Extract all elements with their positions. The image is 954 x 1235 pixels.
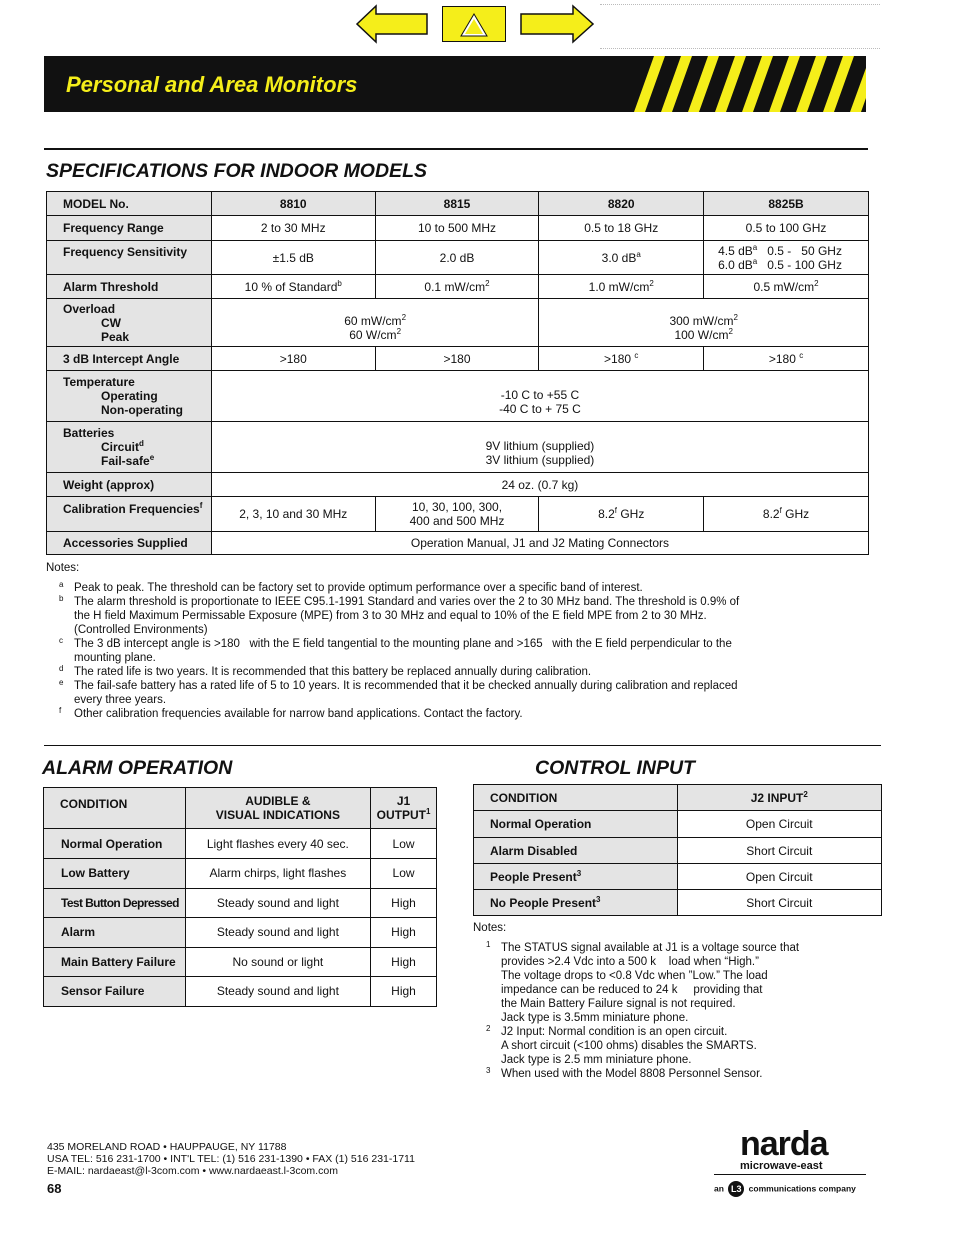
control-input-title: CONTROL INPUT bbox=[535, 757, 695, 779]
cell-text: 0.5 mW/cm bbox=[753, 279, 815, 294]
cell: Open Circuit bbox=[677, 864, 881, 890]
row-label: 3 dB Intercept Angle bbox=[47, 347, 212, 371]
row-label bbox=[474, 890, 678, 916]
header-text: J1 bbox=[396, 794, 411, 808]
logo-rule bbox=[714, 1174, 866, 1175]
cell bbox=[375, 497, 539, 532]
notes-title: Notes: bbox=[473, 922, 507, 934]
intercept-row bbox=[47, 347, 869, 371]
notes-title: Notes: bbox=[46, 562, 80, 574]
footnote-mark: 3 bbox=[486, 1066, 491, 1075]
cell-text: >180 bbox=[604, 351, 632, 366]
row-label bbox=[47, 299, 212, 347]
cell: High bbox=[371, 947, 437, 977]
footnote-mark: 2 bbox=[486, 1024, 491, 1033]
section-banner bbox=[44, 56, 866, 112]
note-line: Jack type is 3.5mm miniature phone. bbox=[501, 1012, 689, 1024]
cell: 24 oz. (0.7 kg) bbox=[211, 473, 868, 497]
table-row bbox=[474, 890, 882, 916]
cell bbox=[539, 275, 704, 299]
cell: 0.5 to 100 GHz bbox=[704, 216, 869, 241]
table-row bbox=[474, 811, 882, 838]
next-arrow-icon[interactable] bbox=[520, 4, 594, 44]
cell: Short Circuit bbox=[677, 838, 881, 864]
note-item bbox=[59, 706, 846, 721]
footnote-mark: 1 bbox=[486, 940, 491, 949]
note-line: Other calibration frequencies available for narrow band applications. Contact the factory. bbox=[74, 708, 523, 720]
logo-tagline bbox=[714, 1181, 856, 1197]
cell: 2, 3, 10 and 30 MHz bbox=[211, 497, 375, 532]
cell: Steady sound and light bbox=[185, 918, 370, 948]
model-8815: 8815 bbox=[375, 192, 539, 216]
footnote-mark: a bbox=[59, 580, 64, 589]
address-line: 435 MORELAND ROAD • HAUPPAUGE, NY 11788 bbox=[47, 1141, 287, 1153]
cell-text: 9V lithium (supplied) bbox=[485, 439, 595, 453]
footnote-mark: 2 bbox=[396, 326, 402, 336]
top-dotted-rule bbox=[600, 4, 880, 5]
cell bbox=[704, 497, 869, 532]
email-line: E-MAIL: nardaeast@l-3com.com • www.nardaeast.l-3com.com bbox=[47, 1165, 338, 1177]
header-text: OUTPUT bbox=[376, 808, 426, 822]
cell-text: 0.5 - 50 GHz bbox=[767, 243, 842, 258]
specs-rule bbox=[44, 148, 868, 150]
alarm-op-title: ALARM OPERATION bbox=[42, 757, 233, 779]
cell bbox=[704, 241, 869, 275]
table-row bbox=[44, 947, 437, 977]
note-line: Peak to peak. The threshold can be factory set to provide optimum performance over a specific band of interest. bbox=[74, 582, 643, 594]
note-line: mounting plane. bbox=[74, 652, 156, 664]
row-label: Frequency Range bbox=[47, 216, 212, 241]
overload-label: Overload bbox=[63, 301, 116, 316]
l3-badge: L3 bbox=[728, 1181, 744, 1197]
cell-text: 3.0 dB bbox=[601, 250, 637, 265]
spec-notes bbox=[46, 561, 846, 721]
cell bbox=[211, 299, 538, 347]
note-line: When used with the Model 8808 Personnel Sensor. bbox=[501, 1068, 763, 1080]
footnote-mark: d bbox=[139, 439, 144, 448]
cell-text: 60 W/cm bbox=[349, 327, 397, 342]
note-item bbox=[486, 940, 873, 1025]
prev-arrow-icon[interactable] bbox=[356, 4, 428, 44]
note-line: The alarm threshold is proportionate to IEEE C95.1-1991 Standard and varies over the 2 to 30 MHz band. The threshold is 0.9% of bbox=[74, 596, 740, 608]
header-text: VISUAL INDICATIONS bbox=[215, 808, 340, 822]
cell: Alarm chirps, light flashes bbox=[185, 859, 370, 889]
cell-text: 0.5 - 100 GHz bbox=[767, 257, 842, 272]
freq-range-row bbox=[47, 216, 869, 241]
row-label: Frequency Sensitivity bbox=[47, 241, 212, 275]
table-row bbox=[474, 864, 882, 890]
footnote-mark: a bbox=[752, 242, 758, 252]
note-line: The rated life is two years. It is recommended that this battery be replaced annually during calibration. bbox=[74, 666, 592, 678]
lower-rule bbox=[44, 745, 881, 746]
batt-label: Batteries bbox=[63, 426, 115, 440]
header-text: J2 INPUT bbox=[750, 790, 804, 805]
note-item bbox=[486, 1024, 873, 1067]
alarm-op-table bbox=[43, 787, 437, 1007]
cell: No sound or light bbox=[185, 947, 370, 977]
footnote-mark: c bbox=[799, 350, 804, 360]
cell: Low bbox=[371, 829, 437, 859]
cell-text: 10, 30, 100, 300, bbox=[411, 500, 503, 514]
cell-text: 6.0 dB bbox=[718, 257, 753, 272]
cell bbox=[375, 275, 539, 299]
cell-text: -10 C to +55 C bbox=[500, 388, 580, 402]
phone-line: USA TEL: 516 231-1700 • INT'L TEL: (1) 516 231-1390 • FAX (1) 516 231-1711 bbox=[47, 1153, 415, 1165]
logo-name: narda bbox=[740, 1125, 828, 1163]
note-item bbox=[486, 1066, 873, 1081]
narda-logo bbox=[712, 1125, 866, 1198]
table-row bbox=[44, 918, 437, 948]
note-item bbox=[59, 594, 846, 637]
row-label: Sensor Failure bbox=[44, 977, 186, 1007]
cell: 2 to 30 MHz bbox=[211, 216, 375, 241]
calibration-row bbox=[47, 497, 869, 532]
cell: High bbox=[371, 888, 437, 918]
cell bbox=[539, 347, 704, 371]
row-label: Normal Operation bbox=[474, 811, 678, 838]
footnote-mark: b bbox=[59, 594, 64, 603]
row-label: Alarm Threshold bbox=[47, 275, 212, 299]
page-number: 68 bbox=[47, 1181, 62, 1196]
cell bbox=[704, 275, 869, 299]
cell-text: 10 % of Standard bbox=[244, 279, 338, 294]
footnote-mark: 2 bbox=[401, 312, 407, 322]
cell-text: 8.2 bbox=[762, 507, 780, 521]
overload-row bbox=[47, 299, 869, 347]
audible-header bbox=[185, 788, 370, 829]
freq-sens-row bbox=[47, 241, 869, 275]
row-label bbox=[47, 497, 212, 532]
batt-failsafe-label bbox=[63, 454, 211, 468]
model-8810: 8810 bbox=[211, 192, 375, 216]
accessories-row bbox=[47, 532, 869, 555]
cell: >180 bbox=[375, 347, 539, 371]
row-label: Weight (approx) bbox=[47, 473, 212, 497]
condition-header: CONDITION bbox=[44, 788, 186, 829]
footnote-mark: 2 bbox=[733, 312, 738, 322]
row-label bbox=[47, 422, 212, 473]
footnote-mark: c bbox=[634, 350, 639, 360]
row-label: Main Battery Failure bbox=[44, 947, 186, 977]
header-text: AUDIBLE & bbox=[245, 794, 311, 808]
alarm-op-header bbox=[44, 788, 437, 829]
hazard-stripes bbox=[632, 56, 866, 112]
cell-text: 0.1 mW/cm bbox=[424, 279, 486, 294]
footnote-mark: 1 bbox=[425, 807, 431, 816]
label-text: No People Present bbox=[490, 895, 597, 910]
row-label: Alarm bbox=[44, 918, 186, 948]
cell: Operation Manual, J1 and J2 Mating Connectors bbox=[211, 532, 868, 555]
cell bbox=[539, 497, 704, 532]
batteries-row bbox=[47, 422, 869, 473]
cell: High bbox=[371, 977, 437, 1007]
note-item bbox=[59, 678, 846, 707]
cell-text: 8.2 bbox=[598, 507, 615, 521]
label-text: People Present bbox=[490, 869, 577, 884]
note-line: J2 Input: Normal condition is an open circuit. bbox=[501, 1026, 728, 1038]
note-line: every three years. bbox=[74, 694, 167, 706]
cell bbox=[211, 371, 868, 422]
footnote-mark: f bbox=[779, 506, 782, 515]
j2-input-header bbox=[677, 785, 881, 811]
cell-text: -40 C to + 75 C bbox=[499, 402, 581, 416]
row-label bbox=[47, 371, 212, 422]
temperature-row bbox=[47, 371, 869, 422]
top-dotted-rule-2 bbox=[600, 48, 880, 49]
cell: Open Circuit bbox=[677, 811, 881, 838]
row-label: Low Battery bbox=[44, 859, 186, 889]
note-line: the Main Battery Failure signal is not required. bbox=[501, 998, 736, 1010]
model-8825b: 8825B bbox=[704, 192, 869, 216]
note-line: The STATUS signal available at J1 is a voltage source that bbox=[501, 942, 800, 954]
condition-header: CONDITION bbox=[474, 785, 678, 811]
notes-list bbox=[46, 575, 846, 721]
footnote-mark: e bbox=[59, 678, 64, 687]
footnote-mark: 2 bbox=[649, 278, 654, 288]
row-label: Normal Operation bbox=[44, 829, 186, 859]
note-line: The 3 dB intercept angle is >180 with the E field tangential to the mounting plane and >165 with the E field perpendicular to the bbox=[74, 638, 732, 650]
logo-sub: microwave-east bbox=[740, 1160, 823, 1172]
table-row bbox=[44, 888, 437, 918]
specs-header-row bbox=[47, 192, 869, 216]
j1-output-header bbox=[371, 788, 437, 829]
temp-nonop-label: Non-operating bbox=[101, 403, 183, 417]
note-line: Jack type is 2.5 mm miniature phone. bbox=[501, 1054, 692, 1066]
model-8820: 8820 bbox=[539, 192, 704, 216]
cell: Steady sound and light bbox=[185, 977, 370, 1007]
cell-text: 3V lithium (supplied) bbox=[485, 453, 595, 467]
footnote-mark: 2 bbox=[803, 789, 808, 799]
cell: 10 to 500 MHz bbox=[375, 216, 539, 241]
cell bbox=[539, 241, 704, 275]
footnote-mark: f bbox=[59, 706, 62, 715]
cell: Low bbox=[371, 859, 437, 889]
cell: Steady sound and light bbox=[185, 888, 370, 918]
footnote-mark: b bbox=[337, 278, 342, 288]
alarm-threshold-row bbox=[47, 275, 869, 299]
footnote-mark: 2 bbox=[485, 278, 490, 288]
label-text: Calibration Frequencies bbox=[63, 502, 200, 516]
table-row bbox=[474, 838, 882, 864]
footnote-mark: 3 bbox=[576, 868, 582, 878]
control-input-table bbox=[473, 784, 882, 916]
note-line: provides >2.4 Vdc into a 500 k load when “High.” bbox=[501, 956, 759, 968]
label-text: Fail-safe bbox=[101, 454, 150, 468]
footnote-mark: 2 bbox=[814, 278, 819, 288]
cell bbox=[539, 299, 869, 347]
footnote-mark: e bbox=[149, 453, 155, 462]
cell-text: 4.5 dB bbox=[718, 243, 753, 258]
control-header bbox=[474, 785, 882, 811]
cell-text: 1.0 mW/cm bbox=[588, 279, 650, 294]
cell bbox=[211, 422, 868, 473]
cell-text: 400 and 500 MHz bbox=[409, 514, 505, 528]
temp-label: Temperature bbox=[63, 375, 135, 389]
cell: 2.0 dB bbox=[375, 241, 539, 275]
tagline-text: communications company bbox=[748, 1183, 856, 1194]
temp-op-label: Operating bbox=[101, 389, 158, 403]
cell-text: 300 mW/cm bbox=[669, 313, 734, 328]
note-item bbox=[59, 664, 846, 679]
note-line: A short circuit (<100 ohms) disables the SMARTS. bbox=[501, 1040, 757, 1052]
specs-table bbox=[46, 191, 869, 555]
batt-circuit-label bbox=[63, 440, 211, 454]
control-notes bbox=[473, 921, 873, 1081]
footer-address bbox=[47, 1141, 415, 1177]
row-label bbox=[474, 864, 678, 890]
note-line: The voltage drops to <0.8 Vdc when ”Low.” The load bbox=[501, 970, 768, 982]
footnote-mark: c bbox=[59, 636, 63, 645]
footnote-mark: 3 bbox=[596, 894, 601, 904]
cell: Light flashes every 40 sec. bbox=[185, 829, 370, 859]
cell: Short Circuit bbox=[677, 890, 881, 916]
note-item bbox=[59, 636, 846, 665]
footnote-mark: a bbox=[752, 256, 758, 266]
banner-title: Personal and Area Monitors bbox=[66, 72, 358, 97]
footnote-mark: 2 bbox=[728, 326, 733, 336]
table-row bbox=[44, 829, 437, 859]
footnote-mark: f bbox=[199, 501, 203, 510]
cell-text: GHz bbox=[617, 507, 645, 521]
cell-text: 60 mW/cm bbox=[344, 313, 402, 328]
row-label: Accessories Supplied bbox=[47, 532, 212, 555]
cell: ±1.5 dB bbox=[211, 241, 375, 275]
overload-cw-label: CW bbox=[101, 315, 121, 330]
note-line: impedance can be reduced to 24 k providing that bbox=[501, 984, 763, 996]
home-triangle-icon[interactable] bbox=[442, 6, 506, 42]
table-row bbox=[44, 977, 437, 1007]
tagline-text: an bbox=[714, 1183, 724, 1194]
note-line: The fail-safe battery has a rated life of 5 to 10 years. It is recommended that it be checked annually during calibration and replaced bbox=[74, 680, 738, 692]
model-header: MODEL No. bbox=[47, 192, 212, 216]
weight-row bbox=[47, 473, 869, 497]
note-line: the H field Maximum Permissable Exposure (MPE) from 3 to 30 MHz and equal to 10% of the E field MPE from 2 to 30 MHz. bbox=[74, 610, 707, 622]
note-item bbox=[59, 580, 846, 595]
cell: High bbox=[371, 918, 437, 948]
cell-text: >180 bbox=[768, 351, 796, 366]
specs-title: SPECIFICATIONS FOR INDOOR MODELS bbox=[46, 160, 427, 182]
cell bbox=[211, 275, 375, 299]
table-row bbox=[44, 859, 437, 889]
cell bbox=[704, 347, 869, 371]
cell-text: GHz bbox=[781, 507, 810, 521]
footnote-mark: f bbox=[614, 506, 617, 515]
footnote-mark: a bbox=[636, 249, 641, 259]
footnote-mark: d bbox=[59, 664, 64, 673]
note-line: (Controlled Environments) bbox=[74, 624, 208, 636]
notes-list bbox=[473, 935, 873, 1081]
row-label: Alarm Disabled bbox=[474, 838, 678, 864]
row-label: Test Button Depressed bbox=[44, 888, 186, 918]
cell-text: 100 W/cm bbox=[674, 327, 729, 342]
label-text: Circuit bbox=[101, 440, 140, 454]
cell: 0.5 to 18 GHz bbox=[539, 216, 704, 241]
cell: >180 bbox=[211, 347, 375, 371]
overload-peak-label: Peak bbox=[101, 329, 130, 344]
